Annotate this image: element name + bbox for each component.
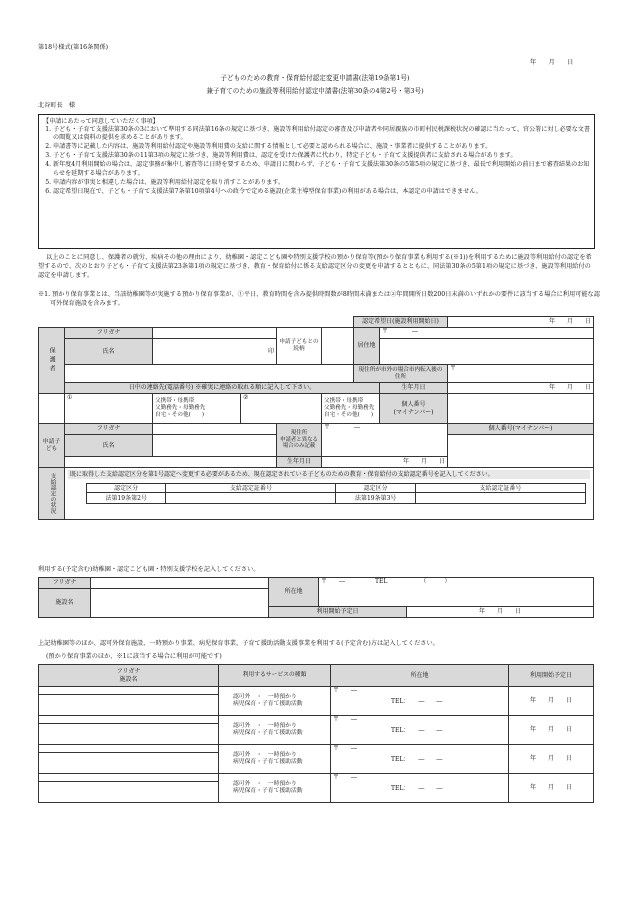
tel-field: TEL： ― ― [391, 698, 443, 706]
residence-postal[interactable]: 〒 ― [380, 328, 594, 339]
certification-section [65, 468, 594, 520]
facility-start-date[interactable]: 年 月 日 [509, 774, 594, 803]
relation-label: 申請子どもとの続柄 [277, 328, 322, 365]
title-line-2: 兼子育てのための施設等利用給付認定申請書(法第30条の4第2号・第3号) [206, 87, 424, 95]
child-address-field[interactable]: 〒 ― [322, 424, 448, 457]
contact-2-field[interactable]: ② [241, 394, 322, 424]
cert-category-2: 法第19条第2号 [87, 493, 166, 504]
other-services-table [38, 664, 594, 803]
guardian-furigana-field[interactable] [153, 328, 277, 339]
facility-name-field[interactable] [39, 782, 219, 803]
facility-name-field[interactable] [39, 753, 219, 774]
guardian-label: 保護者 [39, 328, 65, 394]
consent-item: 4. 新年度4月利用開始の場合は、認定事務が集中し審査等に日時を要するため、申請日に関わらず、子ども・子育て支援法第30条の5第5項の規定に基づき、最長で利用開始の前日まで審査結果のお知らせを延期する場合があります。 [53, 161, 590, 177]
kg-name-field[interactable] [91, 589, 269, 618]
guardian-furigana-label: フリガナ [65, 328, 153, 339]
service-type-options[interactable]: 認可外 ・ 一時預かり 病児保育・子育て援助活動 [219, 716, 331, 745]
cert-category-header: 認定区分 [87, 484, 166, 493]
other-services-subcaption: (預かり保育事業のほか、※1に該当する場合に利用が可能です) [46, 653, 222, 660]
contact-1-options[interactable]: 父携帯・母携帯 父勤務先・母勤務先 自宅・その他( ) [153, 394, 241, 424]
facility-start-date[interactable]: 年 月 日 [509, 745, 594, 774]
cert-number-header: 支給認定証番号 [415, 484, 585, 493]
col-service-type: 利用するサービスの種類 [219, 665, 331, 687]
cert-number-header: 支給認定証番号 [166, 484, 336, 493]
facility-furigana-field[interactable] [39, 745, 219, 753]
guardian-birth-label: 生年月日 [380, 383, 448, 394]
tel-field: TEL： ― ― [391, 785, 443, 793]
postal-mark: 〒 ― [333, 745, 358, 752]
consent-heading: 【申請にあたって同意していただく事項】 [43, 118, 159, 125]
seal-mark: 印 [267, 347, 274, 355]
title-line-1: 子どものための教育・保育給付認定変更申請書(法第19条第1号) [220, 74, 410, 82]
outside-address-field[interactable]: 〒 [448, 365, 594, 383]
kg-furigana-label: フリガナ [39, 578, 91, 589]
postal-mark: 〒 ― [333, 687, 358, 694]
facility-location-field[interactable] [331, 687, 509, 716]
application-date[interactable]: 年 月 日 [530, 59, 574, 66]
consent-item: 5. 申請内容が事実と相違した場合は、施設等利用給付認定を取り消すことがあります。 [53, 179, 590, 187]
guardian-birth-field[interactable]: 年 月 日 [448, 383, 594, 394]
consent-item: 2. 申請書等に記載した内容は、施設等利用給付認定や施設等利用費の支給に関する情報として必要と認められる場合に、施設・事業者に提供することがあります。 [53, 143, 590, 151]
kg-name-label: 施設名 [39, 589, 91, 618]
outside-address-label: 現住所が市外の場合市内転入後の住所 [354, 365, 448, 383]
kindergarten-caption: 利用する(予定含む)幼稚園・認定こども園・特別支援学校を記入してください。 [38, 566, 260, 573]
facility-location-field[interactable] [331, 745, 509, 774]
child-name-field[interactable] [153, 435, 277, 457]
consent-notes-box [38, 114, 595, 249]
cert-category-header: 認定区分 [336, 484, 415, 493]
guardian-mynumber-field[interactable] [448, 394, 594, 424]
kg-furigana-field[interactable] [91, 578, 269, 589]
residence-label: 居住地 [354, 328, 380, 365]
facility-name-field[interactable] [39, 724, 219, 745]
child-address-label: 現住所 申請者と異なる場合のみ記載 [277, 424, 322, 457]
certification-label: 支給認定の状況 [39, 468, 65, 520]
postal-mark: 〒 ― [333, 774, 358, 781]
facility-location-field[interactable] [331, 716, 509, 745]
note-1: ※1. 預かり保育事業とは、当該幼稚園等が実施する預かり保育事業が、①平日、教育時間を含み提供時間数が8時間未満または②年間開所日数200日未満のいずれかの要件に該当する場合に利用可能な認可外保育施設を含みます。 [38, 291, 600, 307]
mynumber-label: 個人番号 (マイナンバー) [380, 394, 448, 424]
consent-list [43, 126, 590, 196]
child-name-label: 氏名 [65, 435, 153, 457]
other-services-caption: 上記幼稚園等のほか、認可外保育施設、一時預かり事業、病児保育事業、子育て援助活動支援事業を利用する(予定含む)方は記入してください。 [38, 640, 439, 647]
desired-date-label: 認定希望日(施設利用開始日) [354, 317, 448, 328]
child-birth-label: 生年月日 [277, 457, 322, 468]
col-start-date: 利用開始予定日 [509, 665, 594, 687]
facility-furigana-field[interactable] [39, 687, 219, 695]
col-facility-name: フリガナ 施設名 [39, 665, 219, 687]
contact-2-options[interactable]: 父携帯・母携帯 父勤務先・母勤務先 自宅・その他( ) [322, 394, 380, 424]
kg-location-label: 所在地 [269, 578, 319, 607]
facility-furigana-field[interactable] [39, 774, 219, 782]
consent-paragraph: 以上のことに同意し、保護者の就労、疾病その他の理由により、幼稚園・認定こども園や特別支援学校の預かり保育等(預かり保育事業も利用する(※1))を利用するために施設等利用給付の認定を希望するので、次のとおり子ども・子育て支援法第23条第1項の規定に基づき、教育・保育給付に係る支給認定区分の変更を申請するとともに、同法第30条の5第1項の規定に基づき、施設等利用給付の認定を申請します。 [38, 254, 592, 279]
consent-item: 6. 認定希望日現在で、子ども・子育て支援法第7条第10項第4号への政令で定める施設(企業主導型保育事業)の利用がある場合は、本認定の申請はできません。 [53, 188, 590, 196]
col-location: 所在地 [331, 665, 509, 687]
certification-subtable [86, 483, 586, 504]
guardian-name-field[interactable] [153, 339, 277, 365]
facility-location-field[interactable] [331, 774, 509, 803]
kg-location-field[interactable]: 〒 ― TEL （ ） [319, 578, 594, 607]
certification-instructions: 既に取得した支給認定区分を第1号認定へ変更する必要があるため、現在認定されている子どものための教育・保育給付の支給認定番号を記入してください。 [68, 470, 590, 479]
facility-furigana-field[interactable] [39, 716, 219, 724]
guardian-name-label: 氏名 [65, 339, 153, 365]
child-birth-field[interactable]: 年 月 日 [322, 457, 448, 468]
child-mynumber-label: 個人番号(マイナンバー) [448, 424, 594, 435]
facility-start-date[interactable]: 年 月 日 [509, 687, 594, 716]
kg-start-field[interactable]: 年 月 日 [407, 607, 594, 618]
child-furigana-field[interactable] [153, 424, 277, 435]
addressee: 北谷町長 様 [38, 102, 76, 109]
cert-number-field-3[interactable] [415, 493, 585, 504]
tel-field: TEL： ― ― [391, 756, 443, 764]
child-mynumber-field[interactable] [448, 435, 594, 468]
facility-name-field[interactable] [39, 695, 219, 716]
form-number: 第18号様式(第16条関係) [38, 44, 109, 51]
service-type-options[interactable]: 認可外 ・ 一時預かり 病児保育・子育て援助活動 [219, 687, 331, 716]
consent-item: 3. 子ども・子育て支援法第30条の11第3項の規定に基づき、施設等利用費は、認定を受けた保護者に代わり、特定子ども・子育て支援提供者に支給される場合があります。 [53, 152, 590, 160]
postal-mark: 〒 ― [333, 716, 358, 723]
tel-field: TEL： ― ― [391, 727, 443, 735]
child-furigana-label: フリガナ [65, 424, 153, 435]
service-type-options[interactable]: 認可外 ・ 一時預かり 病児保育・子育て援助活動 [219, 774, 331, 803]
desired-date-field[interactable]: 年 月 日 [448, 317, 594, 328]
residence-address-field[interactable] [380, 339, 594, 365]
contact-label: 日中の連絡先(電話番号) ※確実に連絡の取れる順に記入して下さい。 [65, 383, 380, 394]
cert-number-field-2[interactable] [166, 493, 336, 504]
contact-1-field[interactable]: ① [65, 394, 153, 424]
service-type-options[interactable]: 認可外 ・ 一時預かり 病児保育・子育て援助活動 [219, 745, 331, 774]
guardian-child-table [38, 316, 594, 520]
kg-start-label: 利用開始予定日 [269, 607, 407, 618]
relation-field[interactable] [322, 328, 354, 365]
consent-item: 1. 子ども・子育て支援法第30条の3において準用する同法第16条の規定に基づき、施設等利用給付認定の審査及び申請者や同居親族の市町村民税課税状況の確認に当たって、官公署に対し必要な文書の閲覧又は資料の提供を求めることがあります。 [53, 126, 590, 142]
kindergarten-table [38, 577, 594, 618]
child-label: 申請子ども [39, 424, 65, 468]
cert-category-3: 法第19条第3号 [336, 493, 415, 504]
facility-start-date[interactable]: 年 月 日 [509, 716, 594, 745]
